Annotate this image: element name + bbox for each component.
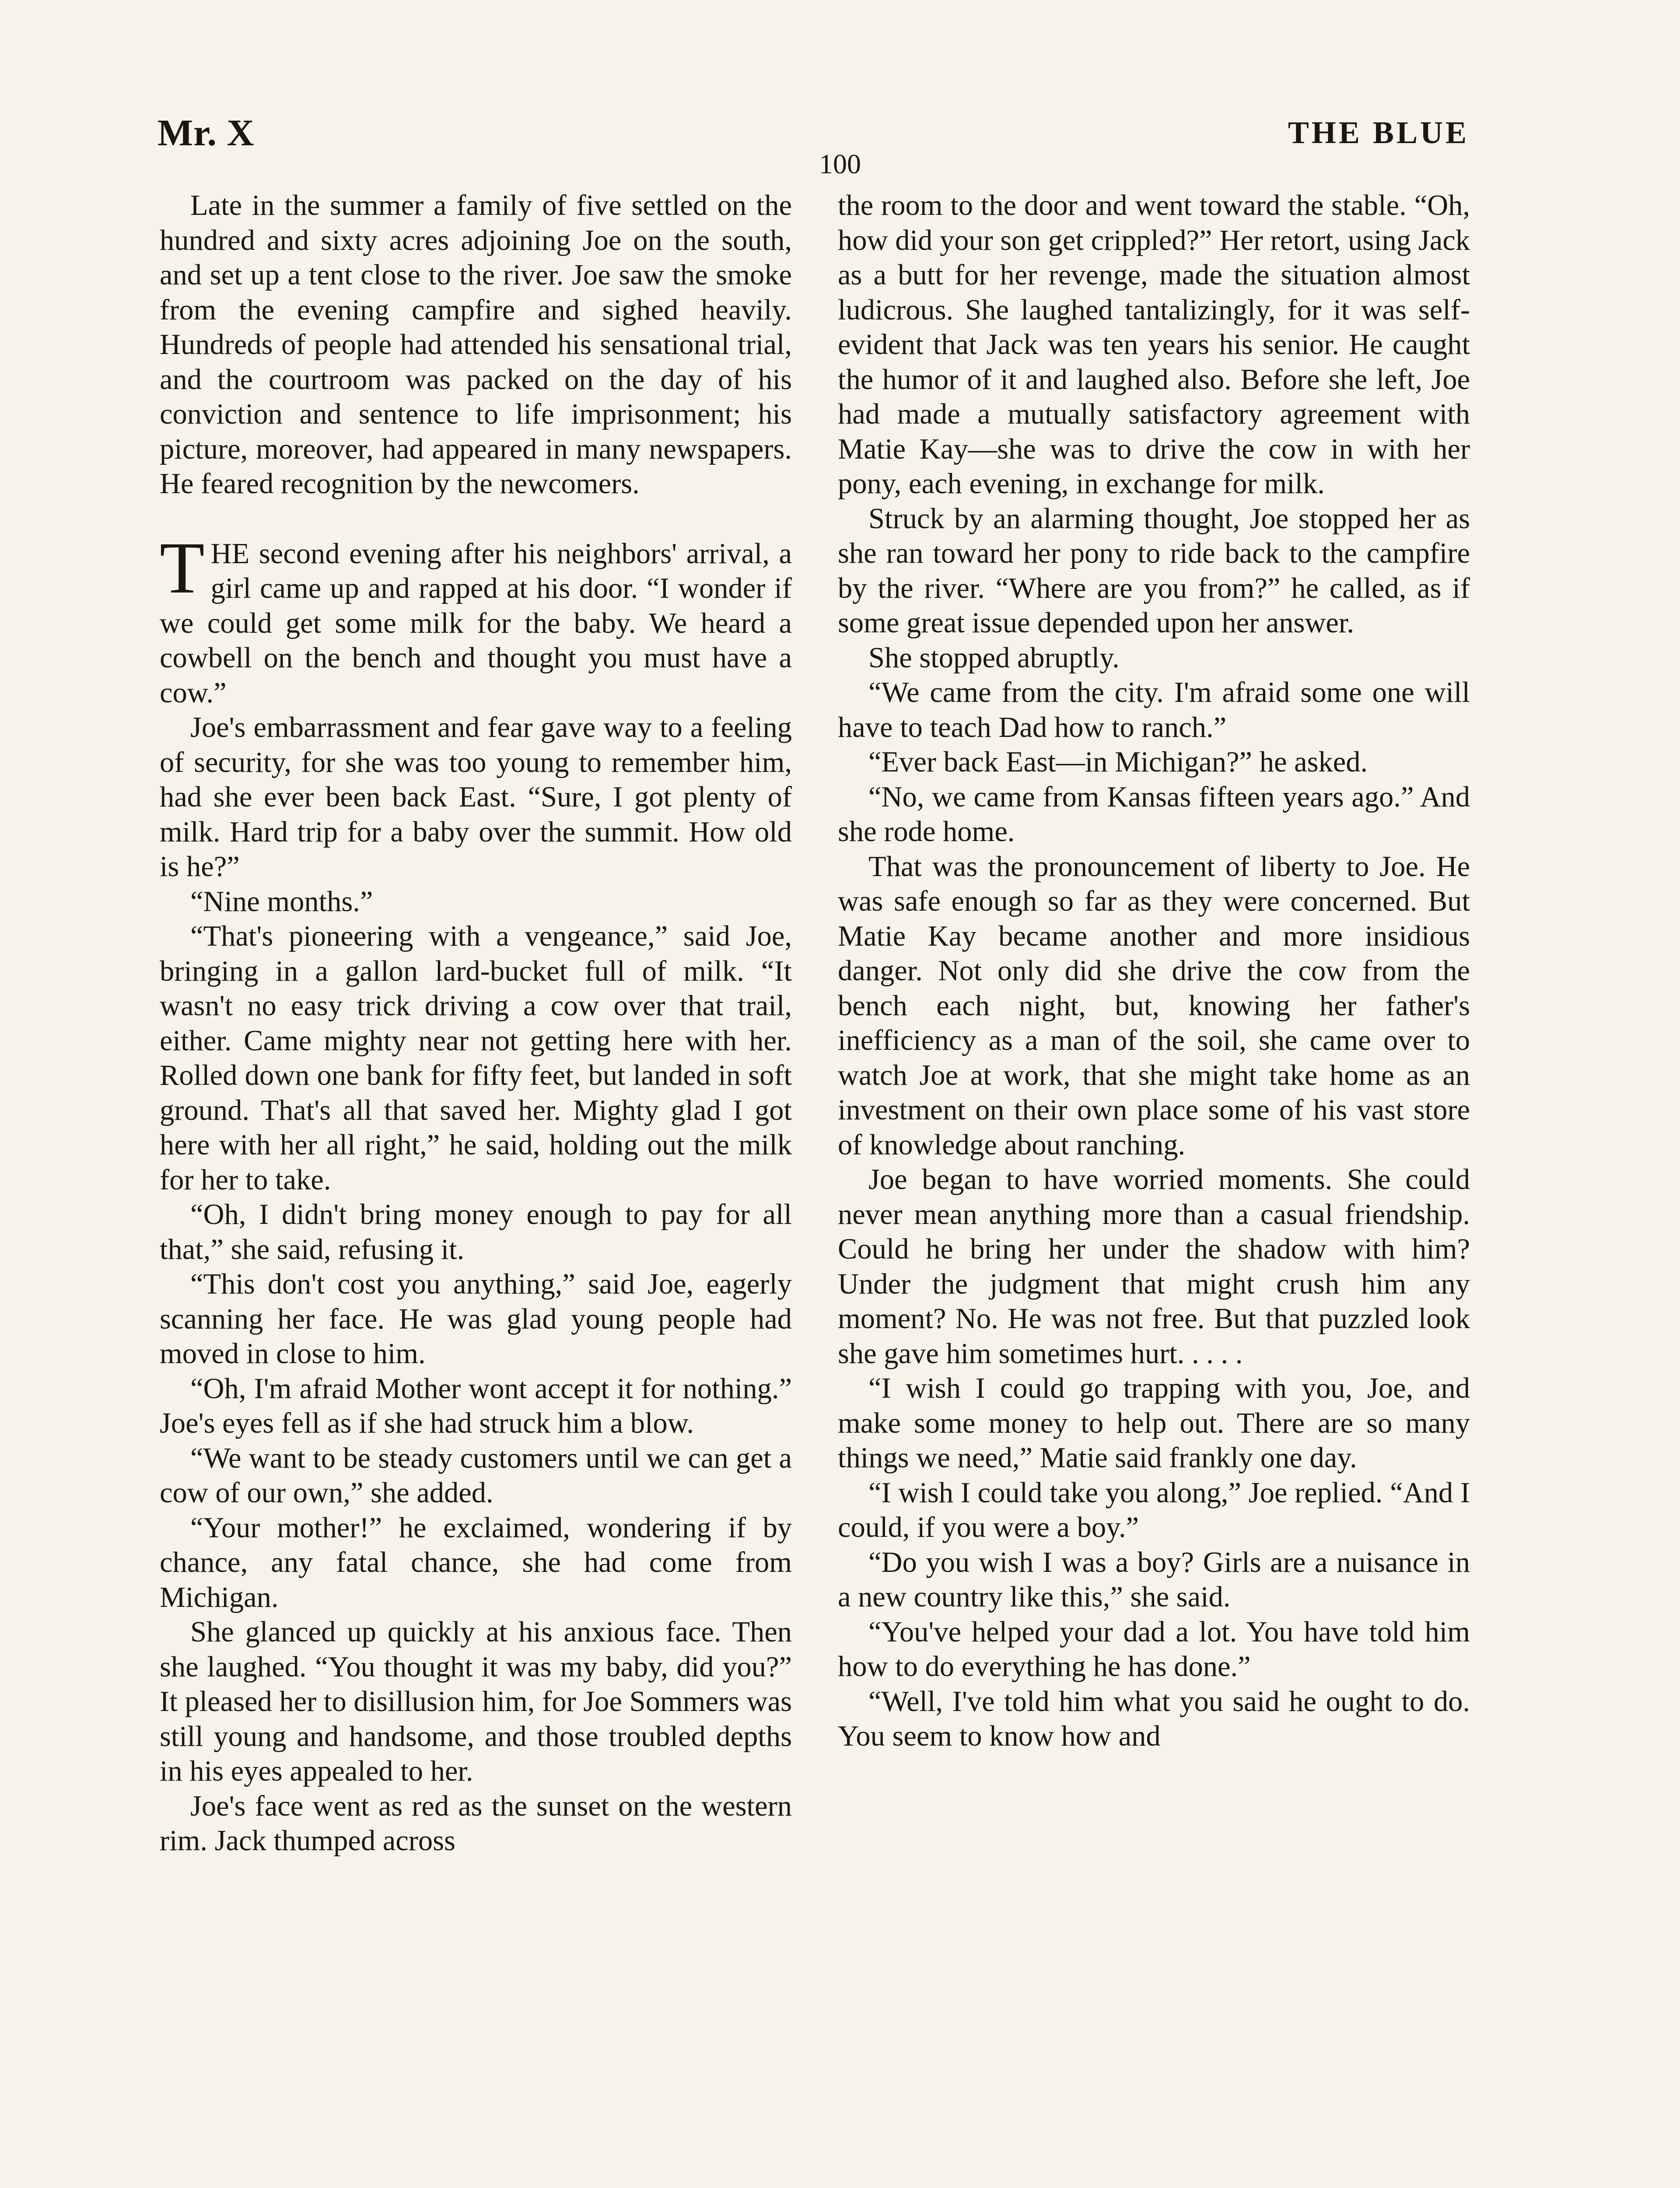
right-column — [838, 188, 1470, 2188]
paragraph-dropcap — [160, 527, 792, 711]
paragraph: “Nine months.” — [190, 885, 373, 918]
paragraph: Joe's face went as red as the sunset on the western rim. Jack thumped across — [160, 1790, 792, 1857]
left-column — [160, 188, 792, 2188]
paragraph: Struck by an alarming thought, Joe stopped her as she ran toward her pony to ride back to the campfire by the river. “Where are you from?” he called, as if some great issue depended upon her answer. — [838, 502, 1470, 639]
paragraph: “Well, I've told him what you said he ought to do. You seem to know how and — [838, 1685, 1470, 1752]
paragraph: “That's pioneering with a vengeance,” said Joe, bringing in a gallon lard-bucket full of milk. “It wasn't no easy trick driving a cow over that trail, either. Came mighty near not getting here with her. Rolled down one bank for fifty feet, but landed in soft ground. That's all that saved her. Mighty glad I got here with her all right,” he said, holding out the milk for her to take. — [160, 920, 792, 1196]
paragraph: She stopped abruptly. — [868, 642, 1120, 674]
paragraph: Late in the summer a family of five settled on the hundred and sixty acres adjoining Joe on the south, and set up a tent close to the river. Joe saw the smoke from the evening campfire and sighed heavily. Hundreds of people had attended his sensational trial, and the courtroom was packed on the day of his conviction and sentence to life imprisonment; his picture, moreover, had appeared in many newspapers. He feared recognition by the newcomers. — [160, 189, 792, 500]
paragraph: “I wish I could take you along,” Joe replied. “And I could, if you were a boy.” — [838, 1476, 1470, 1543]
paragraph: Joe's embarrassment and fear gave way to a feeling of security, for she was too young to remember him, had she ever been back East. “Sure, I got plenty of milk. Hard trip for a baby over the summit. How old is he?” — [160, 712, 792, 883]
drop-cap: T — [160, 527, 205, 609]
paragraph: “No, we came from Kansas fifteen years ago.” And she rode home. — [838, 781, 1470, 848]
paragraph: “You've helped your dad a lot. You have told him how to do everything he has done.” — [838, 1616, 1470, 1683]
paragraph: “This don't cost you anything,” said Joe, eagerly scanning her face. He was glad young people had moved in close to him. — [160, 1268, 792, 1370]
paragraph-continued: the room to the door and went toward the stable. “Oh, how did your son get crippled?” Her retort, using Jack as a butt for her revenge, made the situation almost ludicrous. She laughed tantalizingly, for it was self-evident that Jack was ten years his senior. He caught the humor of it and laughed also. Before she left, Joe had made a mutually satisfactory agreement with Matie Kay—she was to drive the cow in with her pony, each evening, in exchange for milk. — [838, 189, 1470, 500]
paragraph: “We want to be steady customers until we can get a cow of our own,” she added. — [160, 1442, 792, 1509]
paragraph: “I wish I could go trapping with you, Joe, and make some money to help out. There are so many things we need,” Matie said frankly one day. — [838, 1372, 1470, 1474]
story-title: Mr. X — [158, 112, 255, 154]
magazine-title: THE BLUE — [1288, 115, 1469, 150]
paragraph-text: HE second evening after his neighbors' arrival, a girl came up and rapped at his door. “I wonder if we could get some milk for the baby. We heard a cowbell on the bench and thought you must have a cow.” — [160, 537, 792, 709]
paragraph: “We came from the city. I'm afraid some one will have to teach Dad how to ranch.” — [838, 677, 1470, 743]
paragraph: She glanced up quickly at his anxious face. Then she laughed. “You thought it was my baby, did you?” It pleased her to disillusion him, for Joe Sommers was still young and handsome, and those troubled depths in his eyes appealed to her. — [160, 1616, 792, 1787]
paragraph: “Oh, I didn't bring money enough to pay for all that,” she said, refusing it. — [160, 1199, 792, 1266]
paragraph: “Your mother!” he exclaimed, wondering if by chance, any fatal chance, she had come from Michigan. — [160, 1511, 792, 1613]
paragraph: That was the pronouncement of liberty to Joe. He was safe enough so far as they were concerned. But Matie Kay became another and more insidious danger. Not only did she drive the cow from the bench each night, but, knowing her father's inefficiency as a man of the soil, she came over to watch Joe at work, that she might take home as an investment on their own place some of his vast store of knowledge about ranching. — [838, 850, 1470, 1161]
paragraph: “Oh, I'm afraid Mother wont accept it for nothing.” Joe's eyes fell as if she had struck him a blow. — [160, 1372, 792, 1439]
paragraph: “Do you wish I was a boy? Girls are a nuisance in a new country like this,” she said. — [838, 1546, 1470, 1613]
paragraph: “Ever back East—in Michigan?” he asked. — [868, 746, 1368, 778]
page-number: 100 — [819, 148, 861, 179]
paragraph: Joe began to have worried moments. She could never mean anything more than a casual friendship. Could he bring her under the shadow with him? Under the judgment that might crush him any moment? No. He was not free. But that puzzled look she gave him sometimes hurt. . . . . — [838, 1164, 1470, 1370]
